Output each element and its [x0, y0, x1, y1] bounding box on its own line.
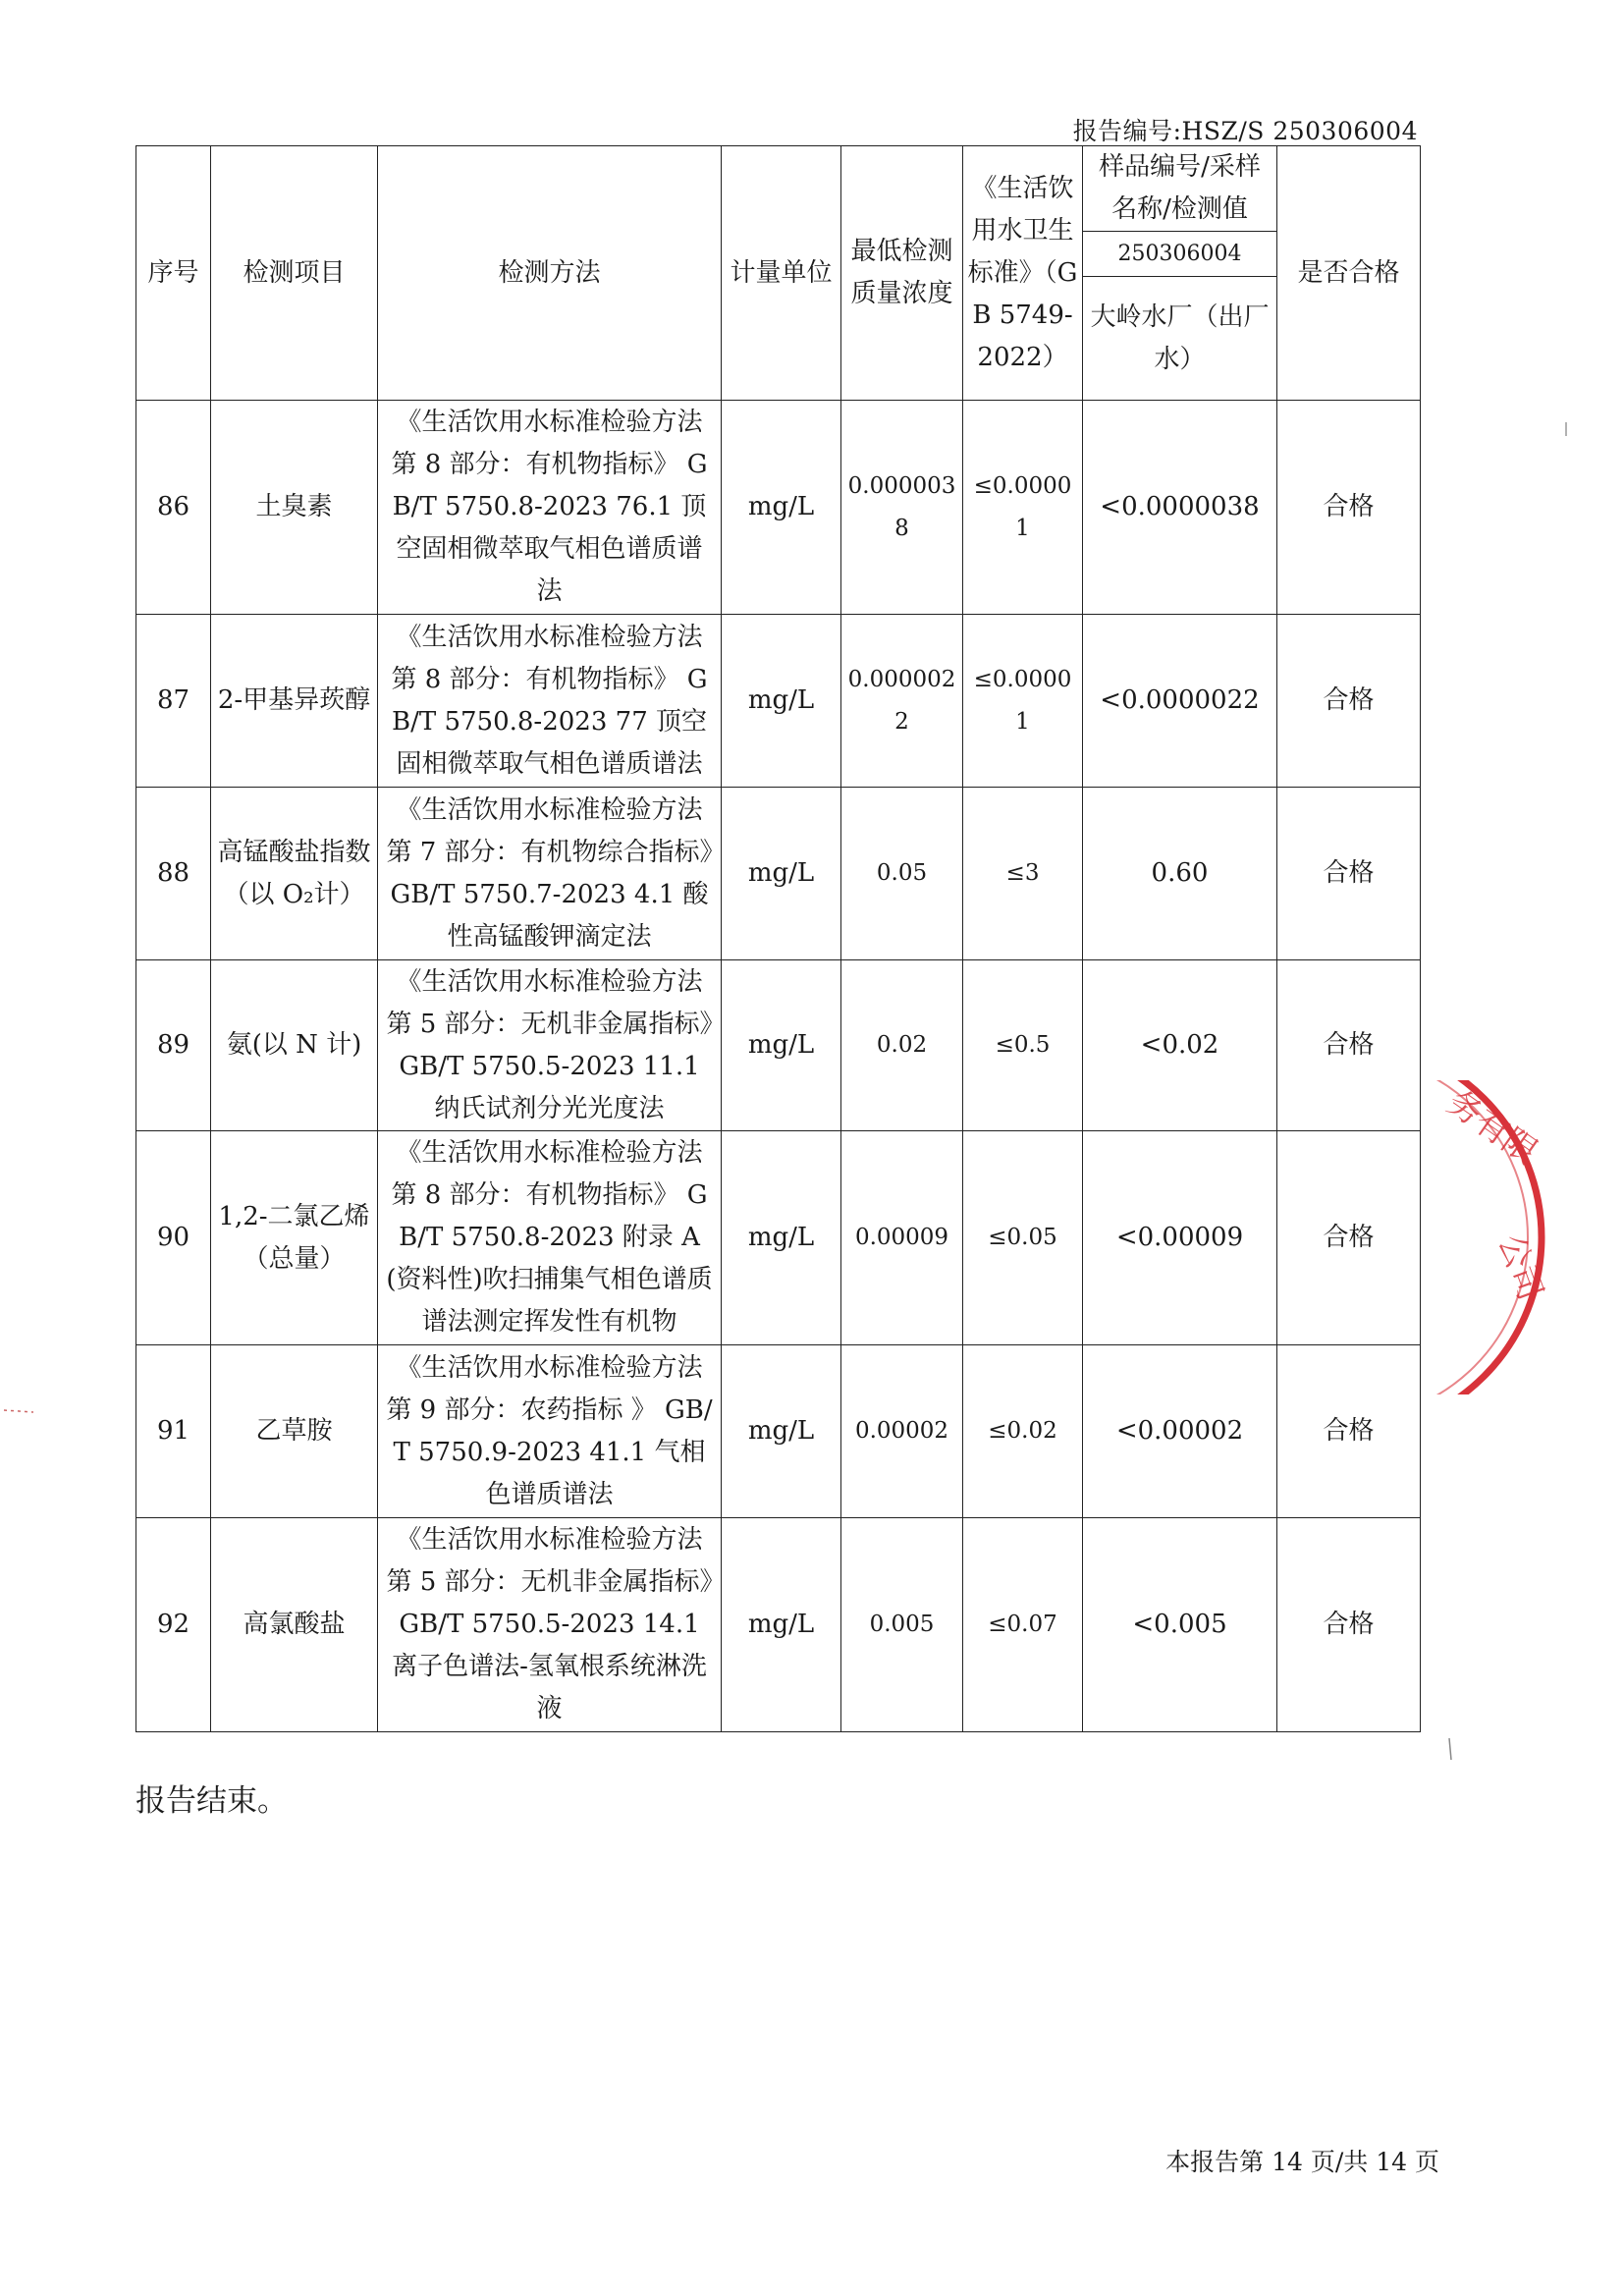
standard-limit-cell: ≤0.00001 — [963, 615, 1083, 788]
result-value-cell: <0.0000022 — [1083, 615, 1277, 788]
mdl-cell: 0.02 — [841, 960, 963, 1131]
method-cell: 《生活饮用水标准检验方法 第 5 部分：无机非金属指标》GB/T 5750.5-2023 11.1 纳氏试剂分光光度法 — [378, 960, 722, 1131]
unit-cell: mg/L — [722, 788, 841, 960]
header-pass: 是否合格 — [1277, 146, 1421, 401]
unit-cell: mg/L — [722, 1131, 841, 1345]
table-row — [136, 1518, 1421, 1732]
seq-cell: 87 — [136, 615, 211, 788]
header-sample-name: 大岭水厂（出厂水） — [1083, 277, 1277, 401]
header-method: 检测方法 — [378, 146, 722, 401]
standard-limit-cell: ≤0.00001 — [963, 401, 1083, 615]
table-row — [136, 1131, 1421, 1345]
unit-cell: mg/L — [722, 615, 841, 788]
header-sample-id: 250306004 — [1083, 232, 1277, 277]
result-value-cell: 0.60 — [1083, 788, 1277, 960]
item-cell: 氨(以 N 计) — [211, 960, 378, 1131]
table-row — [136, 960, 1421, 1131]
seq-cell: 86 — [136, 401, 211, 615]
seal-text-2: 公司 — [1489, 1229, 1550, 1306]
method-cell: 《生活饮用水标准检验方法 第 7 部分：有机物综合指标》GB/T 5750.7-2023 4.1 酸性高锰酸钾滴定法 — [378, 788, 722, 960]
result-value-cell: <0.0000038 — [1083, 401, 1277, 615]
header-item: 检测项目 — [211, 146, 378, 401]
method-cell: 《生活饮用水标准检验方法 第 9 部分：农药指标 》 GB/T 5750.9-2023 41.1 气相色谱质谱法 — [378, 1345, 722, 1518]
report-end-text: 报告结束。 — [135, 1783, 288, 1819]
page-footer: 本报告第 14 页/共 14 页 — [1165, 2148, 1439, 2176]
pass-cell: 合格 — [1277, 1345, 1421, 1518]
seq-cell: 92 — [136, 1518, 211, 1732]
report-number: 报告编号:HSZ/S 250306004 — [1072, 117, 1418, 145]
seq-cell: 89 — [136, 960, 211, 1131]
header-mdl: 最低检测质量浓度 — [841, 146, 963, 401]
mdl-cell: 0.0000022 — [841, 615, 963, 788]
method-cell: 《生活饮用水标准检验方法 第 8 部分：有机物指标》 GB/T 5750.8-2023 附录 A (资料性)吹扫捕集气相色谱质谱法测定挥发性有机物 — [378, 1131, 722, 1345]
item-cell: 乙草胺 — [211, 1345, 378, 1518]
seq-cell: 88 — [136, 788, 211, 960]
standard-limit-cell: ≤0.02 — [963, 1345, 1083, 1518]
table-row — [136, 1345, 1421, 1518]
mdl-cell: 0.05 — [841, 788, 963, 960]
table-row — [136, 615, 1421, 788]
seal-text-1: 务有限 — [1439, 1082, 1544, 1173]
standard-limit-cell: ≤3 — [963, 788, 1083, 960]
unit-cell: mg/L — [722, 960, 841, 1131]
mdl-cell: 0.0000038 — [841, 401, 963, 615]
table-row — [136, 401, 1421, 615]
scan-speck — [1443, 1738, 1457, 1768]
standard-limit-cell: ≤0.05 — [963, 1131, 1083, 1345]
standard-limit-cell: ≤0.07 — [963, 1518, 1083, 1732]
item-cell: 高氯酸盐 — [211, 1518, 378, 1732]
unit-cell: mg/L — [722, 1345, 841, 1518]
pass-cell: 合格 — [1277, 788, 1421, 960]
table-row — [136, 788, 1421, 960]
seq-cell: 91 — [136, 1345, 211, 1518]
results-table — [135, 145, 1421, 1732]
method-cell: 《生活饮用水标准检验方法 第 8 部分：有机物指标》 GB/T 5750.8-2023 76.1 顶空固相微萃取气相色谱质谱法 — [378, 401, 722, 615]
pass-cell: 合格 — [1277, 1518, 1421, 1732]
mdl-cell: 0.00009 — [841, 1131, 963, 1345]
seq-cell: 90 — [136, 1131, 211, 1345]
pass-cell: 合格 — [1277, 1131, 1421, 1345]
result-value-cell: <0.00009 — [1083, 1131, 1277, 1345]
result-value-cell: <0.00002 — [1083, 1345, 1277, 1518]
pass-cell: 合格 — [1277, 960, 1421, 1131]
pass-cell: 合格 — [1277, 401, 1421, 615]
item-cell: 高锰酸盐指数（以 O₂计） — [211, 788, 378, 960]
scan-speck — [1561, 422, 1571, 442]
method-cell: 《生活饮用水标准检验方法 第 5 部分：无机非金属指标》GB/T 5750.5-2023 14.1 离子色谱法-氢氧根系统淋洗液 — [378, 1518, 722, 1732]
pass-cell: 合格 — [1277, 615, 1421, 788]
unit-cell: mg/L — [722, 1518, 841, 1732]
item-cell: 2-甲基异莰醇 — [211, 615, 378, 788]
header-seq: 序号 — [136, 146, 211, 401]
company-seal — [1375, 1080, 1624, 1394]
result-value-cell: <0.005 — [1083, 1518, 1277, 1732]
header-unit: 计量单位 — [722, 146, 841, 401]
header-sample-group: 样品编号/采样名称/检测值 — [1083, 146, 1277, 232]
unit-cell: mg/L — [722, 401, 841, 615]
scan-speck — [0, 1404, 39, 1416]
result-value-cell: <0.02 — [1083, 960, 1277, 1131]
mdl-cell: 0.00002 — [841, 1345, 963, 1518]
item-cell: 1,2-二氯乙烯（总量） — [211, 1131, 378, 1345]
mdl-cell: 0.005 — [841, 1518, 963, 1732]
header-row — [136, 146, 1421, 232]
header-standard: 《生活饮用水卫生标准》（GB 5749-2022） — [963, 146, 1083, 401]
item-cell: 土臭素 — [211, 401, 378, 615]
standard-limit-cell: ≤0.5 — [963, 960, 1083, 1131]
method-cell: 《生活饮用水标准检验方法 第 8 部分：有机物指标》 GB/T 5750.8-2023 77 顶空固相微萃取气相色谱质谱法 — [378, 615, 722, 788]
